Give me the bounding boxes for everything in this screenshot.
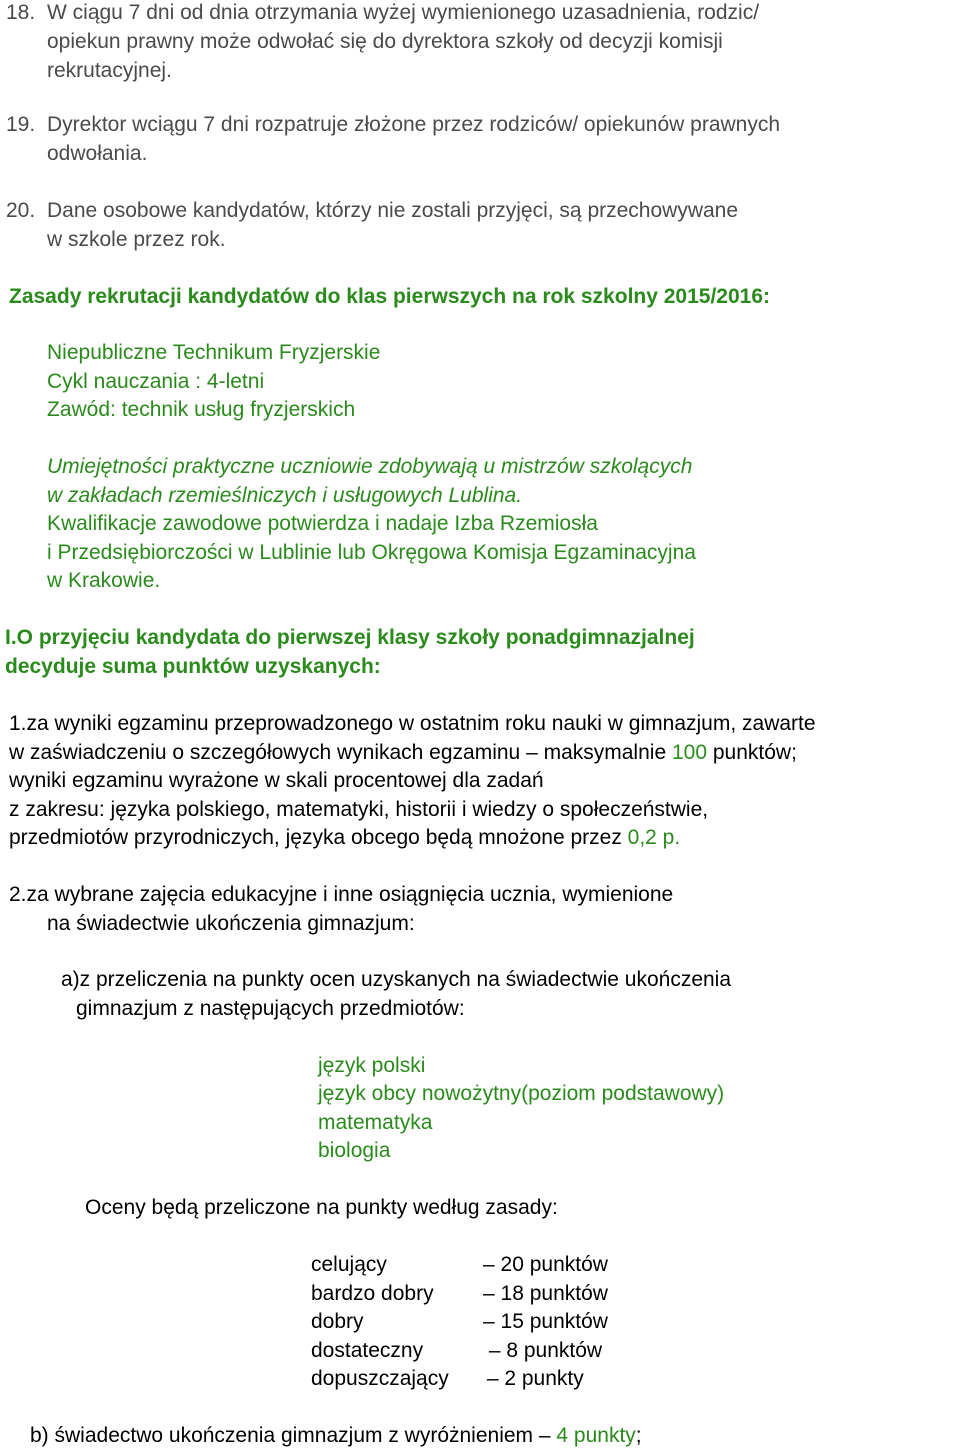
point-2-line: 2.za wybrane zajęcia edukacyjne i inne osiągnięcia ucznia, wymienione (9, 883, 674, 906)
text-fragment: w zaświadczeniu o szczegółowych wynikach egzaminu – maksymalnie (9, 741, 672, 764)
education-cycle: Cykl nauczania : 4-letni (47, 370, 265, 393)
max-points-value: 100 (671, 741, 708, 764)
description-line: Kwalifikacje zawodowe potwierdza i nadaje Izba Rzemiosła (47, 512, 598, 535)
school-name: Niepubliczne Technikum Fryzjerskie (47, 341, 381, 364)
profession: Zawód: technik usług fryzjerskich (47, 398, 356, 421)
subject-item: język obcy nowożytny(poziom podstawowy) (318, 1082, 725, 1105)
point-1-line (9, 741, 797, 765)
subject-item: biologia (318, 1139, 391, 1162)
point-1-line: z zakresu: języka polskiego, matematyki, historii i wiedzy o społeczeństwie, (9, 798, 709, 821)
point-2a-line: a)z przeliczenia na punkty ocen uzyskanych na świadectwie ukończenia (61, 968, 732, 991)
grade-points: – 18 punktów (483, 1282, 608, 1305)
item-number: 19. (6, 113, 36, 136)
section-heading: decyduje suma punktów uzyskanych: (5, 655, 381, 678)
point-1-line (9, 826, 680, 850)
distinction-points-value: 4 punkty (556, 1424, 636, 1447)
text-fragment: punktów; (707, 741, 797, 764)
subject-item: matematyka (318, 1111, 433, 1134)
point-1-line: 1.za wyniki egzaminu przeprowadzonego w ostatnim roku nauki w gimnazjum, zawarte (9, 712, 816, 735)
item-text-line: Dyrektor wciągu 7 dni rozpatruje złożone przez rodziców/ opiekunów prawnych (47, 113, 781, 136)
description-line: w zakładach rzemieślniczych i usługowych Lublina. (47, 484, 523, 507)
grade-points: – 15 punktów (483, 1310, 608, 1333)
point-1-line: wyniki egzaminu wyrażone w skali procentowej dla zadań (9, 769, 544, 792)
item-text-line: W ciągu 7 dni od dnia otrzymania wyżej wymienionego uzasadnienia, rodzic/ (47, 1, 760, 24)
description-line: i Przedsiębiorczości w Lublinie lub Okręgowa Komisja Egzaminacyjna (47, 541, 696, 564)
grade-name: dobry (311, 1310, 364, 1333)
grade-name: dopuszczający (311, 1367, 449, 1390)
point-2b-line (30, 1424, 642, 1448)
point-2a-line: gimnazjum z następujących przedmiotów: (76, 997, 465, 1020)
recruitment-heading: Zasady rekrutacji kandydatów do klas pierwszych na rok szkolny 2015/2016: (9, 285, 771, 308)
item-text-line: rekrutacyjnej. (47, 59, 172, 82)
grade-points: – 8 punktów (483, 1339, 603, 1362)
grades-intro: Oceny będą przeliczone na punkty według zasady: (85, 1196, 558, 1219)
grade-name: celujący (311, 1253, 387, 1276)
text-fragment: b) świadectwo ukończenia gimnazjum z wyróżnieniem – (30, 1424, 557, 1447)
description-line: Umiejętności praktyczne uczniowie zdobywają u mistrzów szkolących (47, 455, 693, 478)
multiplier-value: 0,2 p. (627, 826, 681, 849)
point-2-line: na świadectwie ukończenia gimnazjum: (47, 912, 415, 935)
item-text-line: w szkole przez rok. (47, 228, 226, 251)
text-fragment: ; (635, 1424, 642, 1447)
item-text-line: Dane osobowe kandydatów, którzy nie zostali przyjęci, są przechowywane (47, 199, 739, 222)
text-fragment: przedmiotów przyrodniczych, języka obcego będą mnożone przez (9, 826, 628, 849)
item-text-line: opiekun prawny może odwołać się do dyrektora szkoły od decyzji komisji (47, 30, 723, 53)
grade-name: bardzo dobry (311, 1282, 434, 1305)
grade-points: – 20 punktów (483, 1253, 608, 1276)
section-heading: I.O przyjęciu kandydata do pierwszej klasy szkoły ponadgimnazjalnej (5, 626, 695, 649)
item-number: 18. (6, 1, 36, 24)
grade-points: – 2 punkty (481, 1367, 584, 1390)
grade-name: dostateczny (311, 1339, 424, 1362)
description-line: w Krakowie. (47, 569, 161, 592)
subject-item: język polski (318, 1054, 426, 1077)
item-text-line: odwołania. (47, 142, 148, 165)
item-number: 20. (6, 199, 36, 222)
